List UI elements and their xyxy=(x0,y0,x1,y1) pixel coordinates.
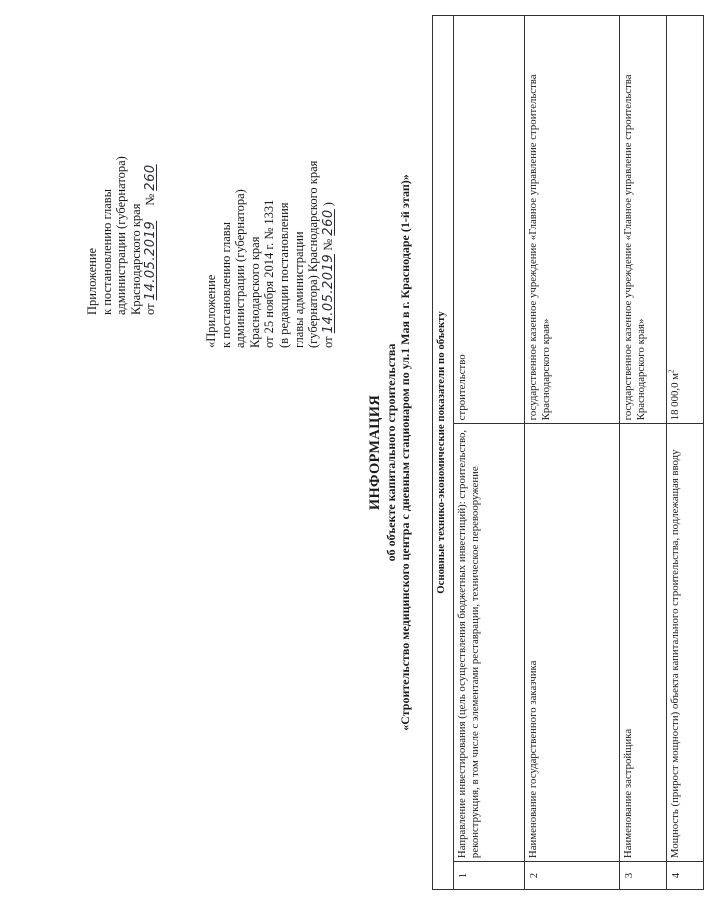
appendix-1-line-3: администрации (губернатора) xyxy=(114,156,129,315)
appendix-1-line-4: Краснодарского края xyxy=(128,203,143,315)
appendix-2-handwritten-number: 260 xyxy=(320,209,336,236)
table-row xyxy=(454,16,525,890)
table-row xyxy=(525,16,620,890)
appendix-1-date-line xyxy=(143,156,159,315)
appendix-1-number-prefix: № xyxy=(143,193,158,206)
row-indicator-value-cell xyxy=(667,16,704,424)
appendix-2-handwritten-date: 14.05.2019 xyxy=(320,253,336,334)
document-subtitle: об объекте капитального строительства xyxy=(384,343,398,562)
indicators-table xyxy=(432,15,704,890)
appendix-2-line-3: администрации (губернатора) xyxy=(233,189,248,348)
appendix-1-line-1: Приложение xyxy=(85,247,99,315)
object-name: «Строительство медицинского центра с дневным стационаром по ул.1 Мая в г. Краснодаре (1-й этап)» xyxy=(398,174,412,731)
row-indicator-value: строительство xyxy=(454,16,525,424)
unit-superscript: 2 xyxy=(667,369,676,373)
document-title-block xyxy=(367,0,412,905)
appendix-1-handwritten-number: 260 xyxy=(143,164,159,191)
appendix-2-line-7: главы администрации xyxy=(291,231,306,348)
table-row xyxy=(667,16,704,890)
appendix-2-line-5: от 25 ноября 2014 г. № 1331 xyxy=(262,199,277,348)
appendix-block-1 xyxy=(85,156,159,315)
row-indicator-value: 18 000,0 м xyxy=(669,372,681,421)
row-indicator-value: государственное казенное учреждение «Главное управление строительства Краснодарского края» xyxy=(525,16,620,424)
row-indicator-name: Наименование застройщика xyxy=(620,424,667,862)
appendix-block-2 xyxy=(204,161,336,348)
appendix-2-line-6: (в редакции постановления xyxy=(276,202,291,348)
row-indicator-name: Наименование государственного заказчика xyxy=(525,424,620,862)
row-indicator-value: государственное казенное учреждение «Главное управление строительства Краснодарского края» xyxy=(620,16,667,424)
appendix-1-handwritten-date: 14.05.2019 xyxy=(143,220,159,301)
appendix-2-date-line xyxy=(321,161,337,348)
row-number: 3 xyxy=(620,862,667,890)
row-number: 4 xyxy=(667,862,704,890)
appendix-2-line-8: (губернатора) Краснодарского края xyxy=(306,160,321,348)
appendix-2-line-1: «Приложение xyxy=(204,274,218,348)
document-title: ИНФОРМАЦИЯ xyxy=(367,394,383,511)
appendix-1-line-2: к постановлению главы xyxy=(99,188,114,315)
appendix-2-date-prefix: от xyxy=(320,336,335,348)
row-number: 2 xyxy=(525,862,620,890)
appendix-2-number-prefix: № xyxy=(320,238,335,251)
table-header-row xyxy=(433,16,454,890)
row-indicator-name: Направление инвестирования (цель осуществления бюджетных инвестиций): строительство, реконструкция, в том числе с элементами реставрации, техническое перевооружение xyxy=(454,424,525,862)
row-indicator-name: Мощность (прирост мощности) объекта капитального строительства, подлежащая вводу xyxy=(667,424,704,862)
row-number: 1 xyxy=(454,862,525,890)
appendix-2-closing-paren: ) xyxy=(320,202,335,207)
appendix-1-date-prefix: от xyxy=(143,303,158,315)
table-row xyxy=(620,16,667,890)
appendix-2-line-4: Краснодарского края xyxy=(247,236,262,348)
table-header: Основные технико-экономические показатели по объекту xyxy=(433,16,454,890)
appendix-2-line-2: к постановлению главы xyxy=(218,221,233,348)
